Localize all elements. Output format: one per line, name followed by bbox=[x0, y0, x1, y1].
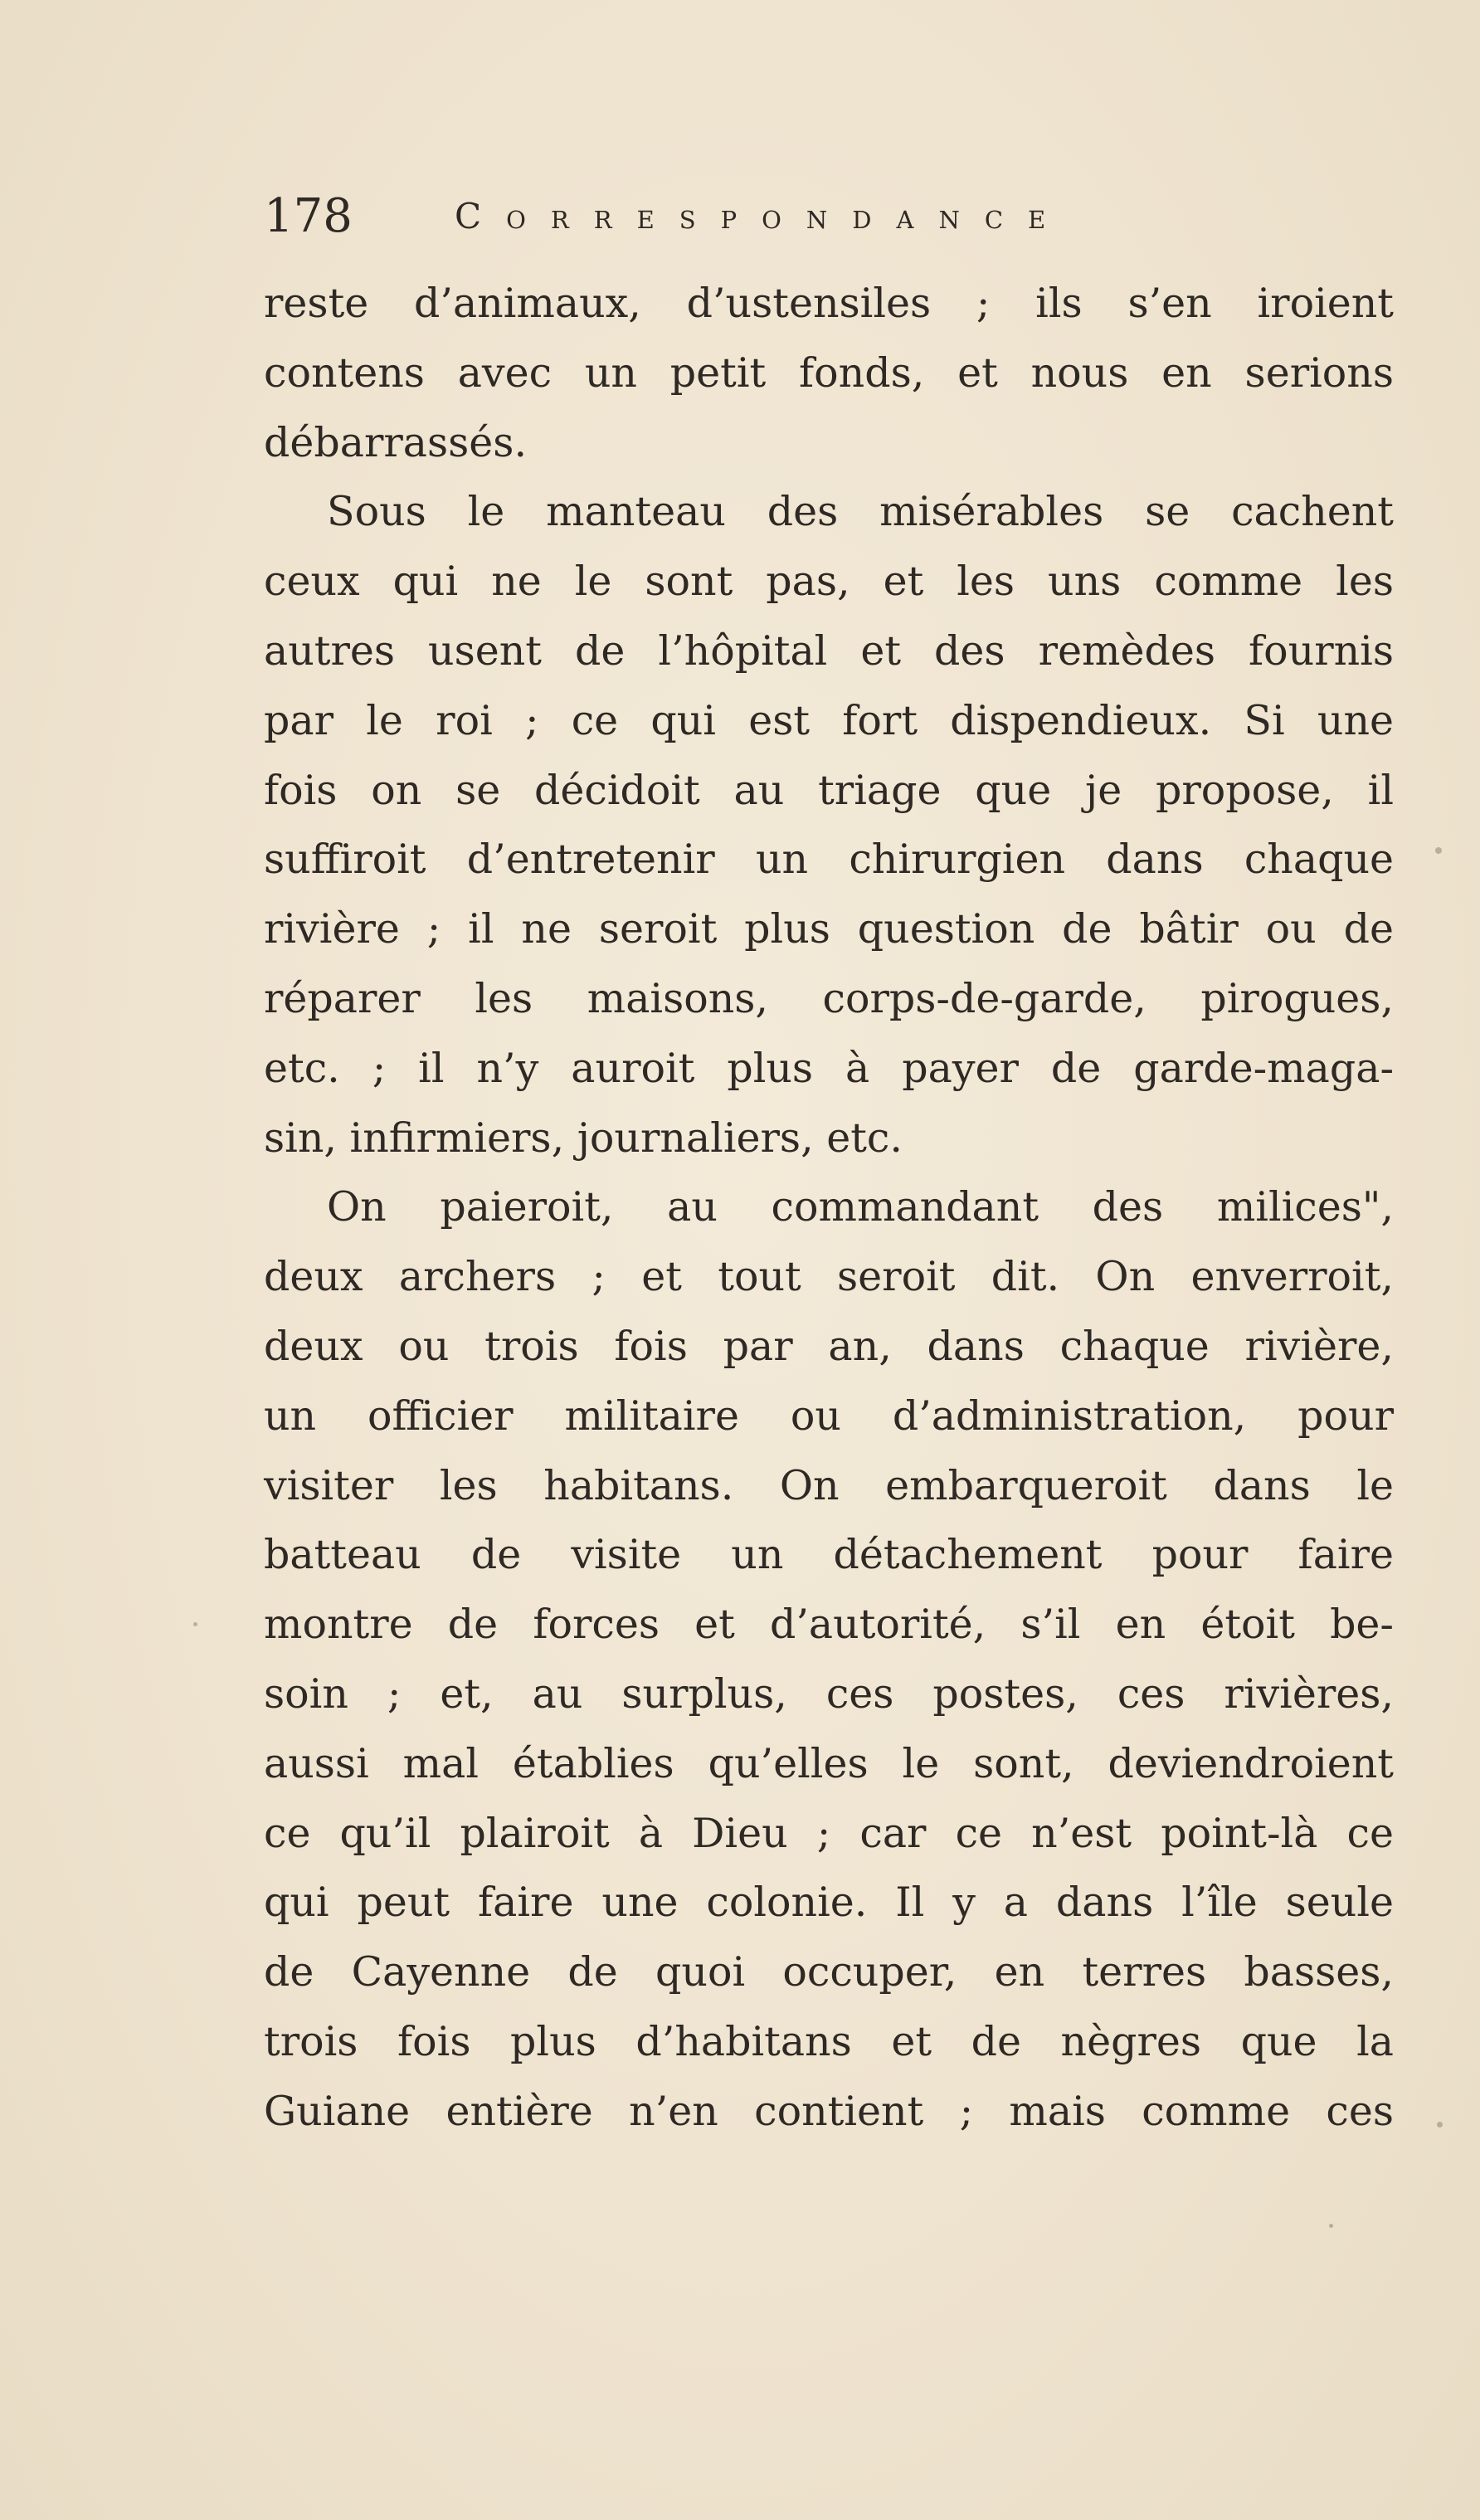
text-line: qui peut faire une colonie. Il y a dans l’île seule bbox=[264, 1879, 1394, 1927]
text-line: On paieroit, au commandant des milices", bbox=[327, 1183, 1394, 1231]
text-line: deux archers ; et tout seroit dit. On enverroit, bbox=[264, 1253, 1394, 1301]
text-line: ceux qui ne le sont pas, et les uns comme les bbox=[264, 558, 1394, 606]
text-line: autres usent de l’hôpital et des remèdes fournis bbox=[264, 626, 1394, 675]
text-line: rivière ; il ne seroit plus question de bâtir ou de bbox=[264, 905, 1394, 953]
page-number: 178 bbox=[264, 189, 353, 243]
body-text bbox=[264, 269, 1394, 2147]
text-line: trois fois plus d’habitans et de nègres que la bbox=[264, 2017, 1394, 2065]
text-line: batteau de visite un détachement pour faire bbox=[264, 1531, 1394, 1579]
text-line: sin, infirmiers, journaliers, etc. bbox=[264, 1114, 903, 1162]
paper-speck bbox=[1329, 2224, 1333, 2228]
running-title: Correspondance bbox=[455, 196, 1071, 236]
text-line: contens avec un petit fonds, et nous en serions bbox=[264, 349, 1394, 397]
text-line: débarrassés. bbox=[264, 418, 528, 466]
page-header bbox=[264, 188, 1409, 246]
text-line: un officier militaire ou d’administration, pour bbox=[264, 1392, 1394, 1440]
text-line: de Cayenne de quoi occuper, en terres basses, bbox=[264, 1948, 1394, 1996]
text-line: etc. ; il n’y auroit plus à payer de garde-maga- bbox=[264, 1044, 1394, 1092]
paper-speck bbox=[1435, 847, 1442, 854]
text-line: réparer les maisons, corps-de-garde, pirogues, bbox=[264, 974, 1394, 1022]
text-line: deux ou trois fois par an, dans chaque rivière, bbox=[264, 1322, 1394, 1370]
text-line: ce qu’il plairoit à Dieu ; car ce n’est point-là ce bbox=[264, 1809, 1394, 1857]
text-line: suffiroit d’entretenir un chirurgien dans chaque bbox=[264, 836, 1394, 884]
text-line: Guiane entière n’en contient ; mais comme ces bbox=[264, 2087, 1394, 2135]
text-line: par le roi ; ce qui est fort dispendieux. Si une bbox=[264, 696, 1394, 744]
paper-speck bbox=[193, 1622, 197, 1626]
text-line: visiter les habitans. On embarqueroit dans le bbox=[264, 1461, 1394, 1509]
text-line: Sous le manteau des misérables se cachent bbox=[327, 488, 1394, 536]
text-line: montre de forces et d’autorité, s’il en étoit be- bbox=[264, 1601, 1394, 1649]
text-line: fois on se décidoit au triage que je propose, il bbox=[264, 766, 1394, 814]
paper-speck bbox=[1437, 2122, 1443, 2128]
text-line: soin ; et, au surplus, ces postes, ces rivières, bbox=[264, 1669, 1394, 1718]
text-line: reste d’animaux, d’ustensiles ; ils s’en iroient bbox=[264, 280, 1394, 327]
text-line: aussi mal établies qu’elles le sont, deviendroient bbox=[264, 1739, 1394, 1787]
